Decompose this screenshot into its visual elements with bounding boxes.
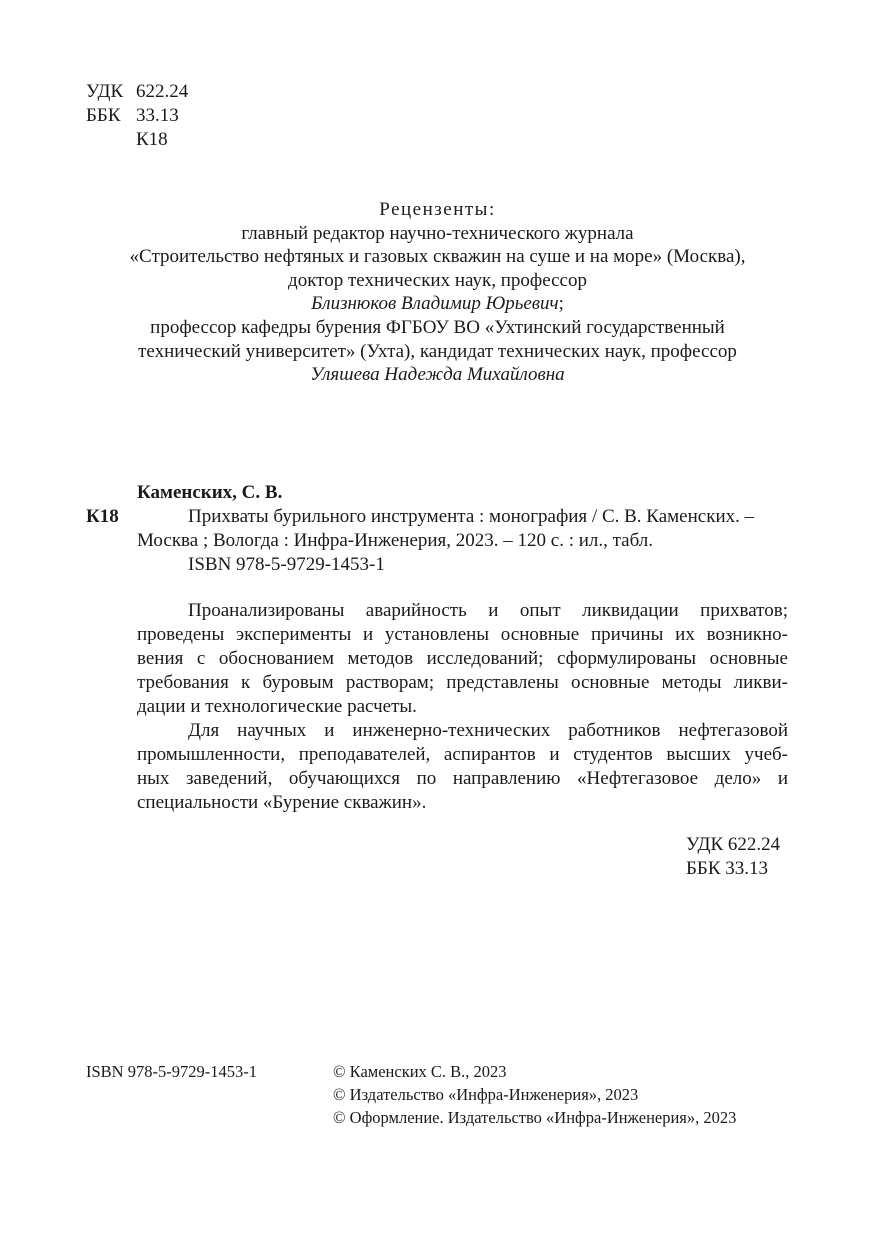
bib-publisher-line: Москва ; Вологда : Инфра-Инженерия, 2023. – 120 с. : ил., табл. <box>137 530 654 551</box>
copyright-line: © Оформление. Издательство «Инфра-Инженерия», 2023 <box>333 1108 737 1127</box>
reviewer1-line: «Строительство нефтяных и газовых скважин на суше и на море» (Москва), <box>129 246 746 268</box>
author-mark-row <box>86 128 168 152</box>
udk-value: 622.24 <box>136 81 189 102</box>
reviewer1-name-line <box>0 292 875 316</box>
reviewer1-line: главный редактор научно-технического журнала <box>241 222 634 244</box>
bbk-row <box>86 104 179 128</box>
reviewers-block <box>0 198 875 387</box>
reviewer1-name: Близнюков Владимир Юрьевич <box>311 293 559 315</box>
annotation-line: промышленности, преподавателей, аспирантов и студентов высших учеб- <box>137 744 788 765</box>
bbk-label: ББК <box>86 105 121 126</box>
reviewer1-separator: ; <box>558 293 564 315</box>
annotation-line: дации и технологические расчеты. <box>137 696 417 717</box>
bib-isbn: ISBN 978-5-9729-1453-1 <box>188 554 385 575</box>
annotation-paragraph-2 <box>137 719 788 815</box>
annotation-paragraph-1 <box>137 599 788 719</box>
annotation-line: Проанализированы аварийность и опыт ликвидации прихватов; <box>188 600 788 621</box>
bbk-value: 33.13 <box>136 105 179 126</box>
reviewer1-line: доктор технических наук, профессор <box>288 269 587 291</box>
footer-isbn: ISBN 978-5-9729-1453-1 <box>86 1062 257 1081</box>
reviewer2-line: технический университет» (Ухта), кандидат технических наук, профессор <box>138 340 737 362</box>
copyright-line: © Каменских С. В., 2023 <box>333 1062 507 1081</box>
annotation-line: ных заведений, обучающихся по направлению «Нефтегазовое дело» и <box>137 768 788 789</box>
udk-label: УДК <box>86 81 124 102</box>
bib-title-line: Прихваты бурильного инструмента : монография / С. В. Каменских. – <box>188 506 755 527</box>
reviewer2-line: профессор кафедры бурения ФГБОУ ВО «Ухтинский государственный <box>150 316 725 338</box>
annotation-line: специальности «Бурение скважин». <box>137 792 427 813</box>
reviewers-title: Рецензенты: <box>379 199 496 220</box>
index-bbk: ББК 33.13 <box>686 858 768 879</box>
annotation-line: требования к буровым растворам; представлены основные методы ликви- <box>137 672 788 693</box>
bib-code: К18 <box>86 506 119 527</box>
annotation-line: Для научных и инженерно-технических работников нефтегазовой <box>188 720 788 741</box>
index-udk: УДК 622.24 <box>686 834 781 855</box>
copyright-line: © Издательство «Инфра-Инженерия», 2023 <box>333 1085 639 1104</box>
udk-row <box>86 80 188 104</box>
annotation-line: вения с обоснованием методов исследований; сформулированы основные <box>137 648 788 669</box>
author-mark: К18 <box>136 129 168 150</box>
reviewer2-name: Уляшева Надежда Михайловна <box>310 364 565 386</box>
annotation-line: проведены эксперименты и установлены основные причины их возникно- <box>137 624 788 645</box>
bib-author: Каменских, С. В. <box>137 482 283 503</box>
